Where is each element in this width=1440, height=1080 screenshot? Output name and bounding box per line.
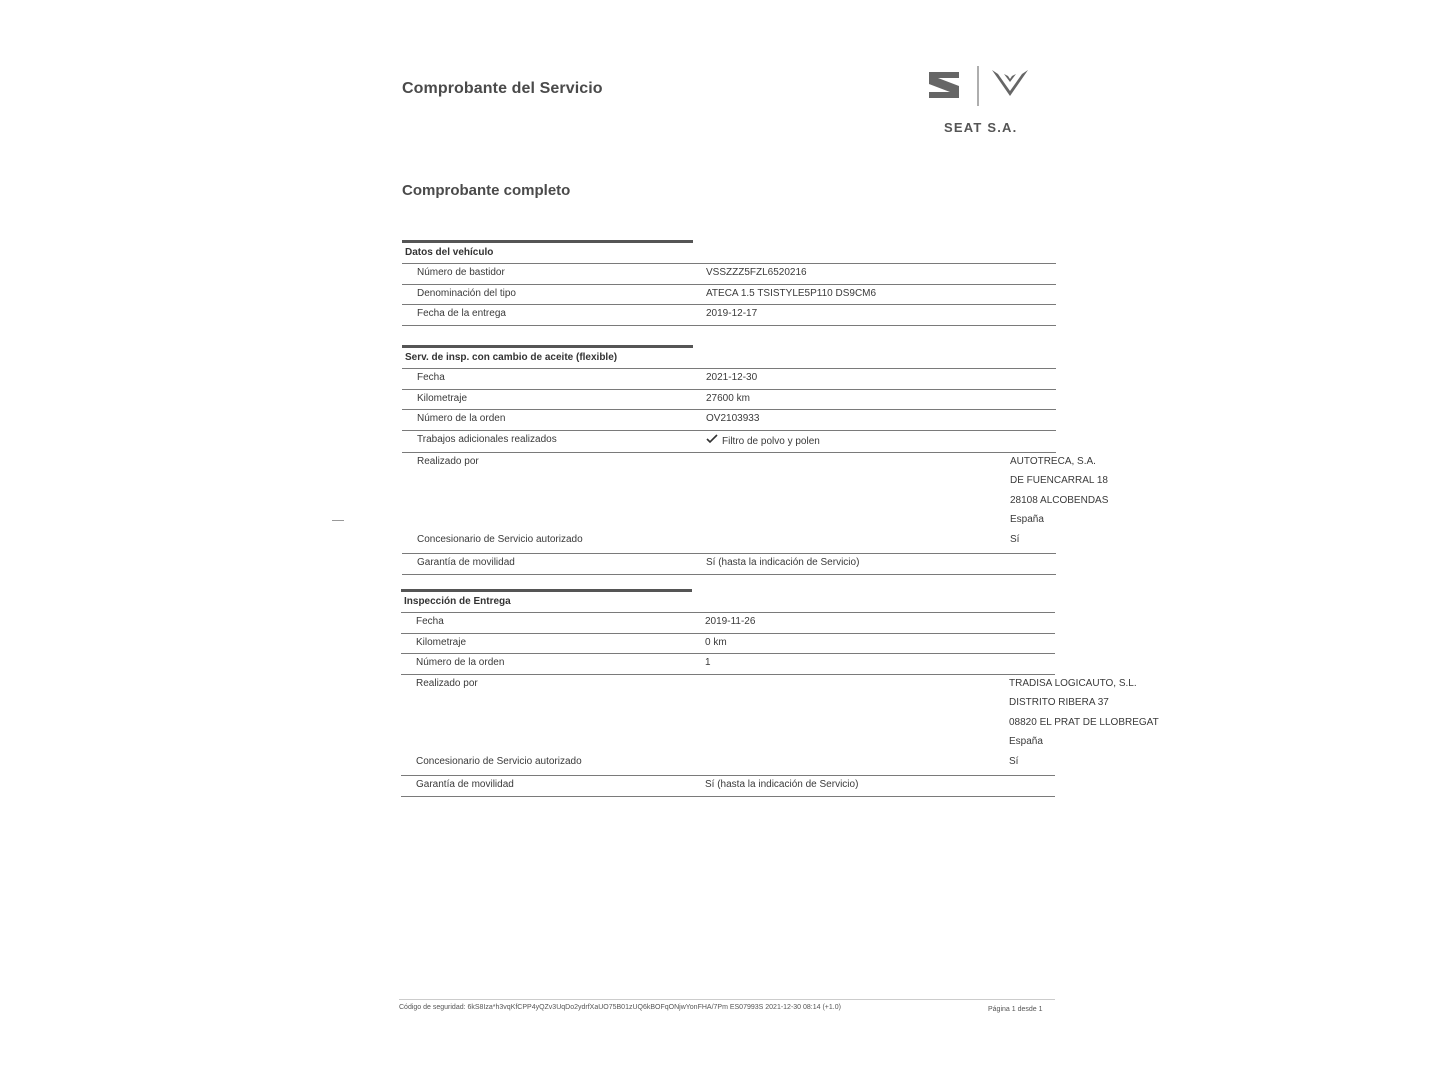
service-section [402,345,1109,575]
address-line: AUTOTRECA, S.A. [1010,455,1096,467]
row-label: Realizado por [416,677,478,689]
row-label: Número de bastidor [417,267,505,278]
row-value: 2019-12-17 [706,308,758,319]
row-value-address [1009,675,1359,776]
row-label: Número de la orden [416,657,505,668]
row-value: VSSZZZ5FZL6520216 [706,267,807,278]
table-row [402,368,1056,389]
address-line: DE FUENCARRAL 18 [1010,475,1108,486]
table-row [401,612,1055,633]
section-heading: Serv. de insp. con cambio de aceite (flexible) [402,345,693,368]
table-row [402,430,1056,452]
table-row [402,553,1056,575]
row-value: OV2103933 [706,413,760,424]
table-row [401,674,1159,776]
table-row [402,263,1056,284]
cupra-logo-icon [992,70,1028,96]
table-row [401,633,1055,654]
table-row [402,304,1056,326]
section-heading: Datos del vehículo [402,240,693,263]
row-value: 27600 km [706,392,750,404]
row-label: Garantía de movilidad [416,779,514,790]
vehicle-section [402,240,1056,326]
row-value-text: Filtro de polvo y polen [722,435,820,447]
row-label: Kilometraje [416,636,467,648]
table-row [402,452,1109,554]
page-title: Comprobante del Servicio [402,80,603,97]
address-line: España [1009,736,1043,747]
footer-divider [399,999,1055,1000]
row-label: Número de la orden [417,413,506,424]
delivery-section [401,589,1159,797]
table-row [402,409,1056,430]
address-line: España [1010,514,1044,525]
document-subtitle: Comprobante completo [402,182,571,199]
table-row [402,389,1056,410]
margin-mark [332,520,344,521]
row-label: Concesionario de Servicio autorizado [417,533,583,545]
brand-name: SEAT S.A. [944,120,1018,135]
row-label: Fecha [417,372,445,383]
page-number: Página 1 desde 1 [988,1006,1043,1013]
row-value-address [1010,453,1360,554]
row-label: Realizado por [417,455,479,467]
address-line: DISTRITO RIBERA 37 [1009,697,1109,708]
row-value: 2021-12-30 [706,372,758,383]
check-icon [706,434,718,444]
row-label: Concesionario de Servicio autorizado [416,755,582,767]
security-code: Código de seguridad: 6kS8Iza*h3vqKfCPP4yQZv3UqDo2ydrfXaUO75B01zUQ6kBOFqONjwYonFHA/7Pm ES07993S 2021-12-30 08:14 (+1.0) [399,1004,841,1011]
row-label: Garantía de movilidad [417,557,515,568]
brand-block [926,64,1036,144]
row-label: Denominación del tipo [417,287,516,299]
row-value: 1 [705,657,711,668]
table-row [402,284,1056,305]
address-line: TRADISA LOGICAUTO, S.L. [1009,677,1137,689]
table-row [401,775,1055,797]
address-line: 08820 EL PRAT DE LLOBREGAT [1009,716,1159,728]
row-value: Sí (hasta la indicación de Servicio) [705,779,859,790]
row-value: 2019-11-26 [705,616,756,627]
row-value: Sí [1010,533,1020,545]
row-label: Fecha de la entrega [417,308,506,319]
row-value [706,434,820,447]
row-label: Trabajos adicionales realizados [417,433,557,445]
table-row [401,653,1055,674]
brand-logos [926,64,1036,108]
row-value: Sí [1009,755,1019,767]
row-label: Kilometraje [417,392,468,404]
address-line: 28108 ALCOBENDAS [1010,494,1109,506]
row-value: Sí (hasta la indicación de Servicio) [706,557,860,568]
row-value: 0 km [705,636,727,648]
row-label: Fecha [416,616,444,627]
seat-logo-icon [929,72,959,98]
section-heading: Inspección de Entrega [401,589,692,612]
row-value: ATECA 1.5 TSISTYLE5P110 DS9CM6 [706,287,877,299]
